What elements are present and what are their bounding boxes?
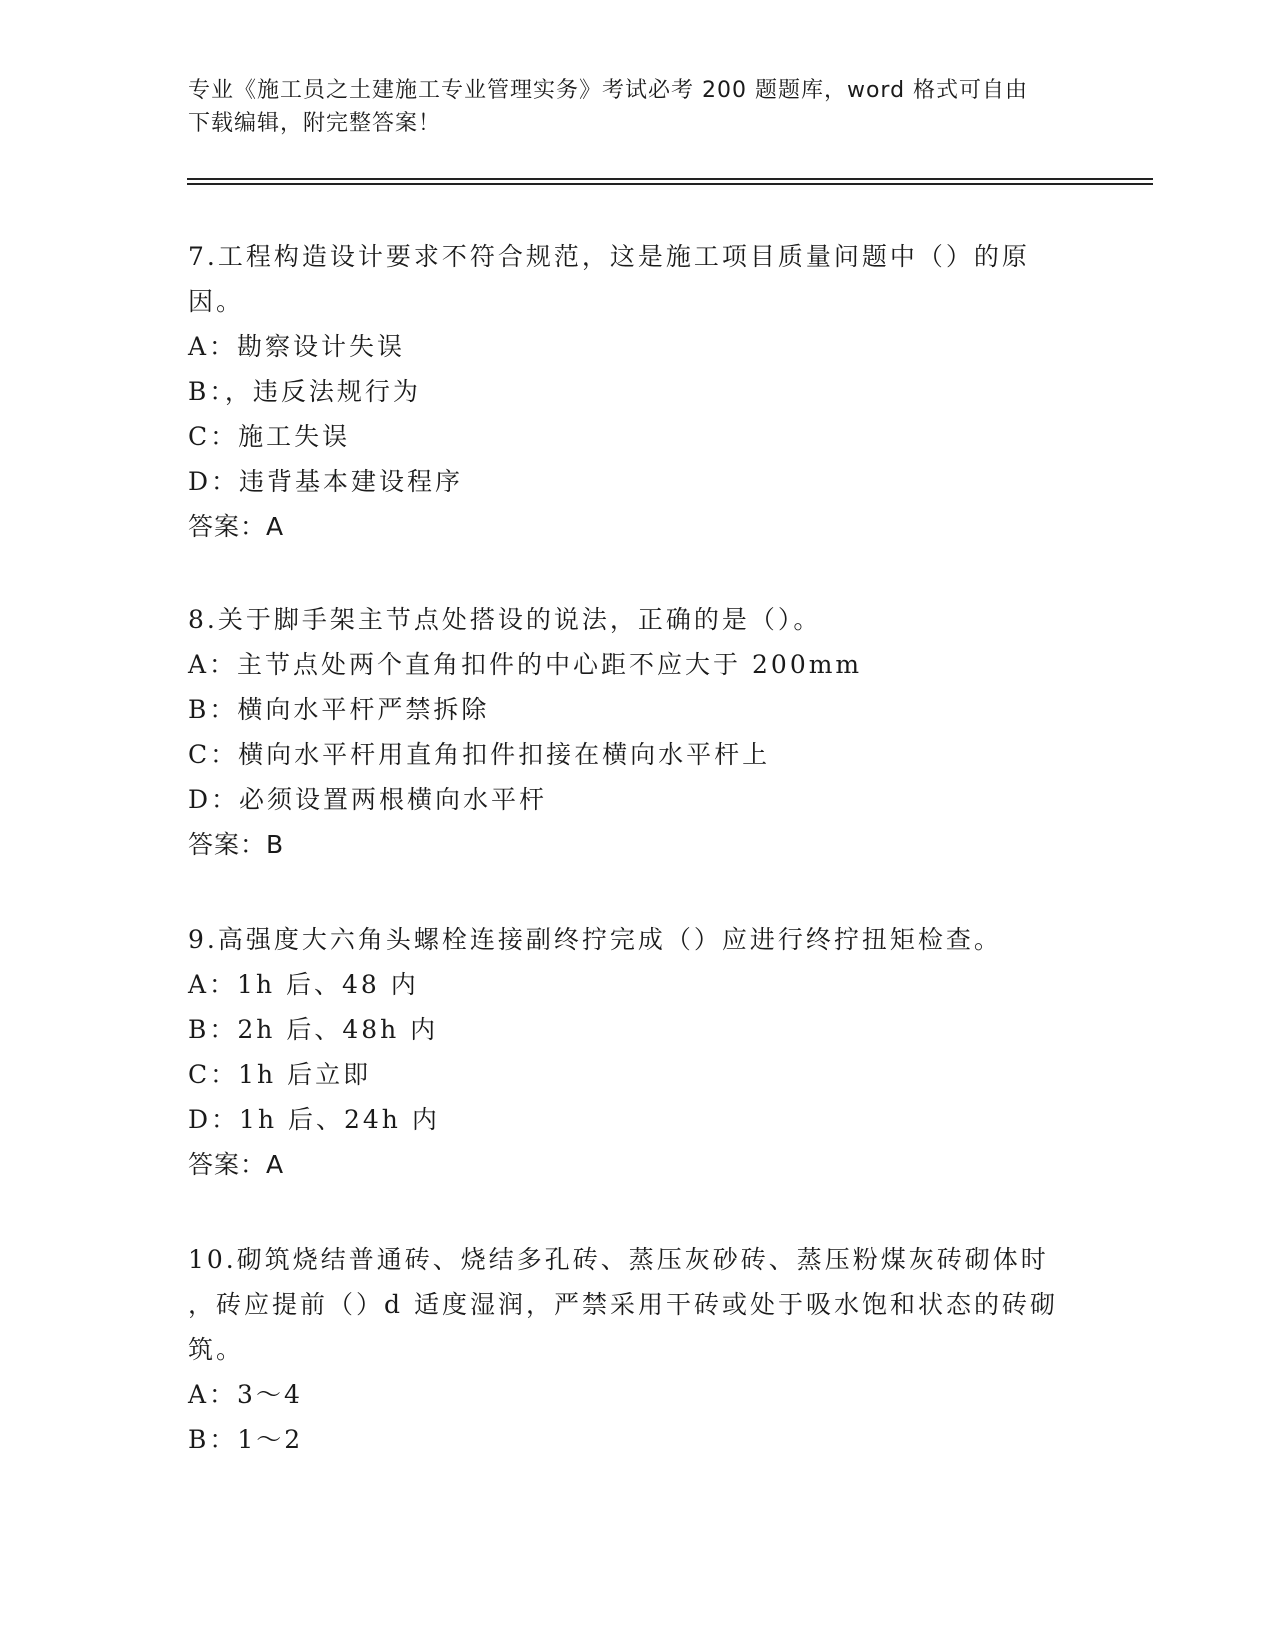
option-c: C：施工失误 [188,422,351,451]
question-stem-line: 9.高强度大六角头螺栓连接副终拧完成（）应进行终拧扭矩检查。 [188,925,1002,954]
question-stem-line: 因。 [188,287,245,316]
header-divider-top [187,178,1153,180]
option-b: B：1～2 [188,1425,304,1454]
document-header [188,74,1088,140]
option-d: D：必须设置两根横向水平杆 [188,785,548,814]
answer: 答案：A [188,1150,285,1179]
option-c: C：1h 后立即 [188,1060,372,1089]
question-10 [188,1237,1088,1462]
option-d: D：1h 后、24h 内 [188,1105,440,1134]
option-a: A：勘察设计失误 [188,332,406,361]
question-stem-line: 7.工程构造设计要求不符合规范，这是施工项目质量问题中（）的原 [188,242,1030,271]
option-b: B：横向水平杆严禁拆除 [188,695,490,724]
question-8 [188,597,1088,867]
answer: 答案：A [188,512,285,541]
option-a: A：1h 后、48 内 [188,970,419,999]
header-divider-bottom [187,183,1153,185]
question-stem-line: 10.砌筑烧结普通砖、烧结多孔砖、蒸压灰砂砖、蒸压粉煤灰砖砌体时 [188,1245,1049,1274]
question-stem-line: ，砖应提前（）d 适度湿润，严禁采用干砖或处于吸水饱和状态的砖砌 [188,1290,1058,1319]
option-c: C：横向水平杆用直角扣件扣接在横向水平杆上 [188,740,771,769]
option-a: A：3～4 [188,1380,303,1409]
option-b: B：，违反法规行为 [188,377,421,406]
question-stem-line: 筑。 [188,1335,245,1364]
option-d: D：违背基本建设程序 [188,467,464,496]
option-b: B：2h 后、48h 内 [188,1015,439,1044]
question-stem-line: 8.关于脚手架主节点处搭设的说法，正确的是（）。 [188,605,822,634]
question-9 [188,917,1088,1187]
answer: 答案：B [188,830,285,859]
option-a: A：主节点处两个直角扣件的中心距不应大于 200mm [188,650,863,679]
header-line-1: 专业《施工员之土建施工专业管理实务》考试必考 200 题题库，word 格式可自由 [188,78,1029,103]
header-line-2: 下载编辑，附完整答案！ [188,111,442,136]
question-7 [188,234,1088,549]
